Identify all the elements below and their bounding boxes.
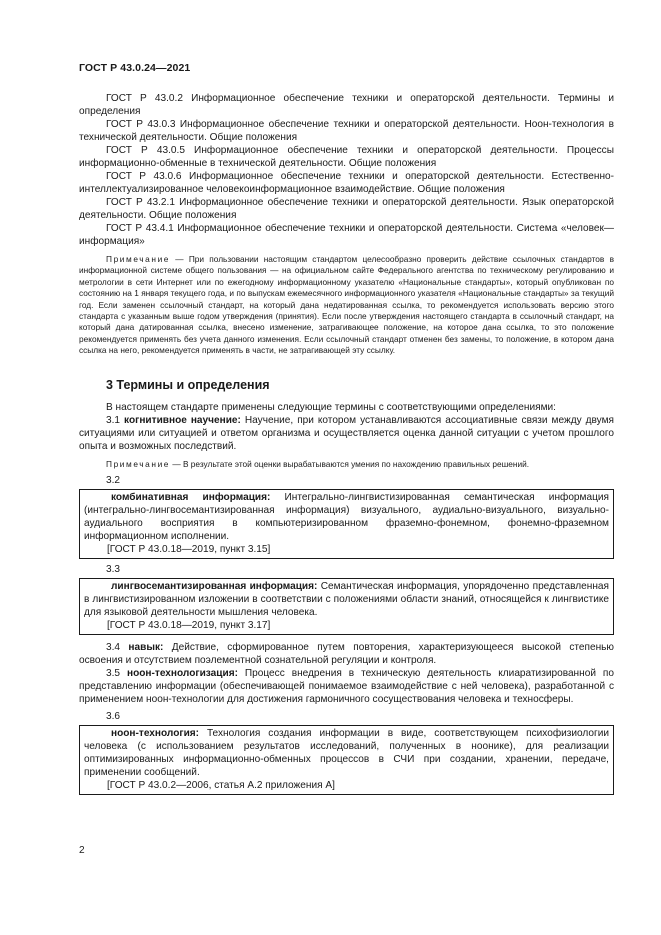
term-definition: Действие, сформированное путем повторения, характеризующееся высокой степенью освоения и отсутствием поэлементной сознательной регуляции и контроля. <box>79 642 614 667</box>
term-number: 3.3 <box>106 564 121 576</box>
term-number: 3.1 <box>106 414 121 426</box>
term-definition: Семантическая информация, упорядоченно представленная в лингвистизированном изложении в соответствии с положениями области знаний, относящейся к лингвистике для языковой деятельности мышления человека. <box>84 581 610 619</box>
term-name: навык: <box>128 642 164 654</box>
term-name: когнитивное научение: <box>124 414 241 426</box>
note-references <box>79 254 614 357</box>
term-number: 3.5 <box>106 668 121 680</box>
term-number: 3.6 <box>106 711 121 723</box>
term-name: ноон-технология: <box>111 728 200 740</box>
term-name: ноон-технологизация: <box>127 668 238 680</box>
note-text: — При пользовании настоящим стандартом целесообразно проверить действие ссылочных стандартов в информационной системе общего пользования — на официальном сайте Федерального агентства по техническому регулированию и метрологии в сети Интернет или по ежегодному информационному указателю «Национальные стандарты», который опубликован по состоянию на 1 января текущего года, и по выпускам ежемесячного информационного указателя «Национальные стандарты» за текущий год. Если заменен ссылочный стандарт, на который дана недатированная ссылка, то рекомендуется использовать версию этого стандарта с указанным выше годом утверждения (принятия). Если после утверждения настоящего стандарта в ссылочный стандарт, на который дана датированная ссылка, внесено изменение, затрагивающее положение, на которое дана ссылка, то это положение рекомендуется применять без учета данного изменения. Если ссылочный стандарт отменен без замены, то положение, в котором дана ссылка на него, рекомендуется применять в части, не затрагивающей эту ссылку. <box>79 254 614 356</box>
term-definition: Технология создания информации в виде, соответствующем психофизиологии человека (с использованием результатов исследований, полученных в ноонике), для реализации оптимизированных информационно-обменных процессов в СЧИ при создании, хранении, передаче, применении сообщений. <box>84 728 609 779</box>
note-label: Примечание <box>106 254 171 264</box>
term-source: [ГОСТ Р 43.0.18—2019, пункт 3.15] <box>107 544 271 556</box>
term-name: комбинативная информация: <box>111 492 271 504</box>
note-label: Примечание <box>106 458 171 469</box>
term-number: 3.2 <box>106 475 121 487</box>
note-text: — В результате этой оценки вырабатываются умения по нахождению правильных решений. <box>170 458 530 469</box>
section-heading: 3 Термины и определения <box>106 377 270 392</box>
term-definition: Процесс внедрения в техническую деятельность клиаратизированной по представлению информации (обеспечивающей понимаемое взаимодействие с ней человека), разработанной с применением ноон-технологии для достижения гармоничного сосуществования человека и техносферы. <box>79 668 614 706</box>
reference-item: ГОСТ Р 43.2.1 Информационное обеспечение техники и операторской деятельности. Язык операторской деятельности. Общие положения <box>79 197 614 221</box>
term-box-3-2 <box>79 489 614 559</box>
term-number: 3.4 <box>106 642 121 654</box>
page-number: 2 <box>79 845 85 856</box>
reference-item: ГОСТ Р 43.4.1 Информационное обеспечение техники и операторской деятельности. Система «человек—информация» <box>79 223 614 247</box>
term-source: [ГОСТ Р 43.0.18—2019, пункт 3.17] <box>107 620 271 632</box>
term-source: [ГОСТ Р 43.0.2—2006, статья А.2 приложения А] <box>107 780 335 792</box>
term-box-3-6 <box>79 725 614 795</box>
term-3-3 <box>84 580 609 619</box>
term-3-4 <box>79 641 614 667</box>
reference-item: ГОСТ Р 43.0.2 Информационное обеспечение техники и операторской деятельности. Термины и определения <box>79 93 614 117</box>
section-intro: В настоящем стандарте применены следующие термины с соответствующими определениями: <box>106 401 556 413</box>
reference-item: ГОСТ Р 43.0.3 Информационное обеспечение техники и операторской деятельности. Ноон-технология в технической деятельности. Общие положения <box>79 119 614 143</box>
reference-item: ГОСТ Р 43.0.5 Информационное обеспечение техники и операторской деятельности. Процессы информационно-обменные в технической деятельности. Общие положения <box>79 145 614 169</box>
term-3-6 <box>84 727 609 779</box>
term-box-3-3 <box>79 578 614 635</box>
term-definition: Научение, при котором устанавливаются ассоциативные связи между двумя ситуациями или ситуацией и ответом организма и осуществляется оценка данной ситуации с учетом прошлого опыта и возможных последствий. <box>79 414 614 452</box>
term-3-1 <box>79 414 614 453</box>
term-name: лингвосемантизированная информация: <box>111 581 318 593</box>
term-definition: Интегрально-лингвистизированная семантическая информация (интегрально-лингвосемантизированная информация) визуального, аудиально-визуального, визуально-аудиального восприятия в компьютеризированном фраземно-фонемном, фонемно-фраземном информационном исполнении. <box>84 492 609 543</box>
reference-item: ГОСТ Р 43.0.6 Информационное обеспечение техники и операторской деятельности. Естественно-интеллектуализированное человекоинформационное взаимодействие. Общие положения <box>79 171 614 195</box>
document-code-header: ГОСТ Р 43.0.24—2021 <box>79 62 191 74</box>
page-content <box>79 92 614 795</box>
term-3-2 <box>84 491 609 543</box>
term-3-5 <box>79 667 614 706</box>
note-term-3-1 <box>79 459 614 470</box>
